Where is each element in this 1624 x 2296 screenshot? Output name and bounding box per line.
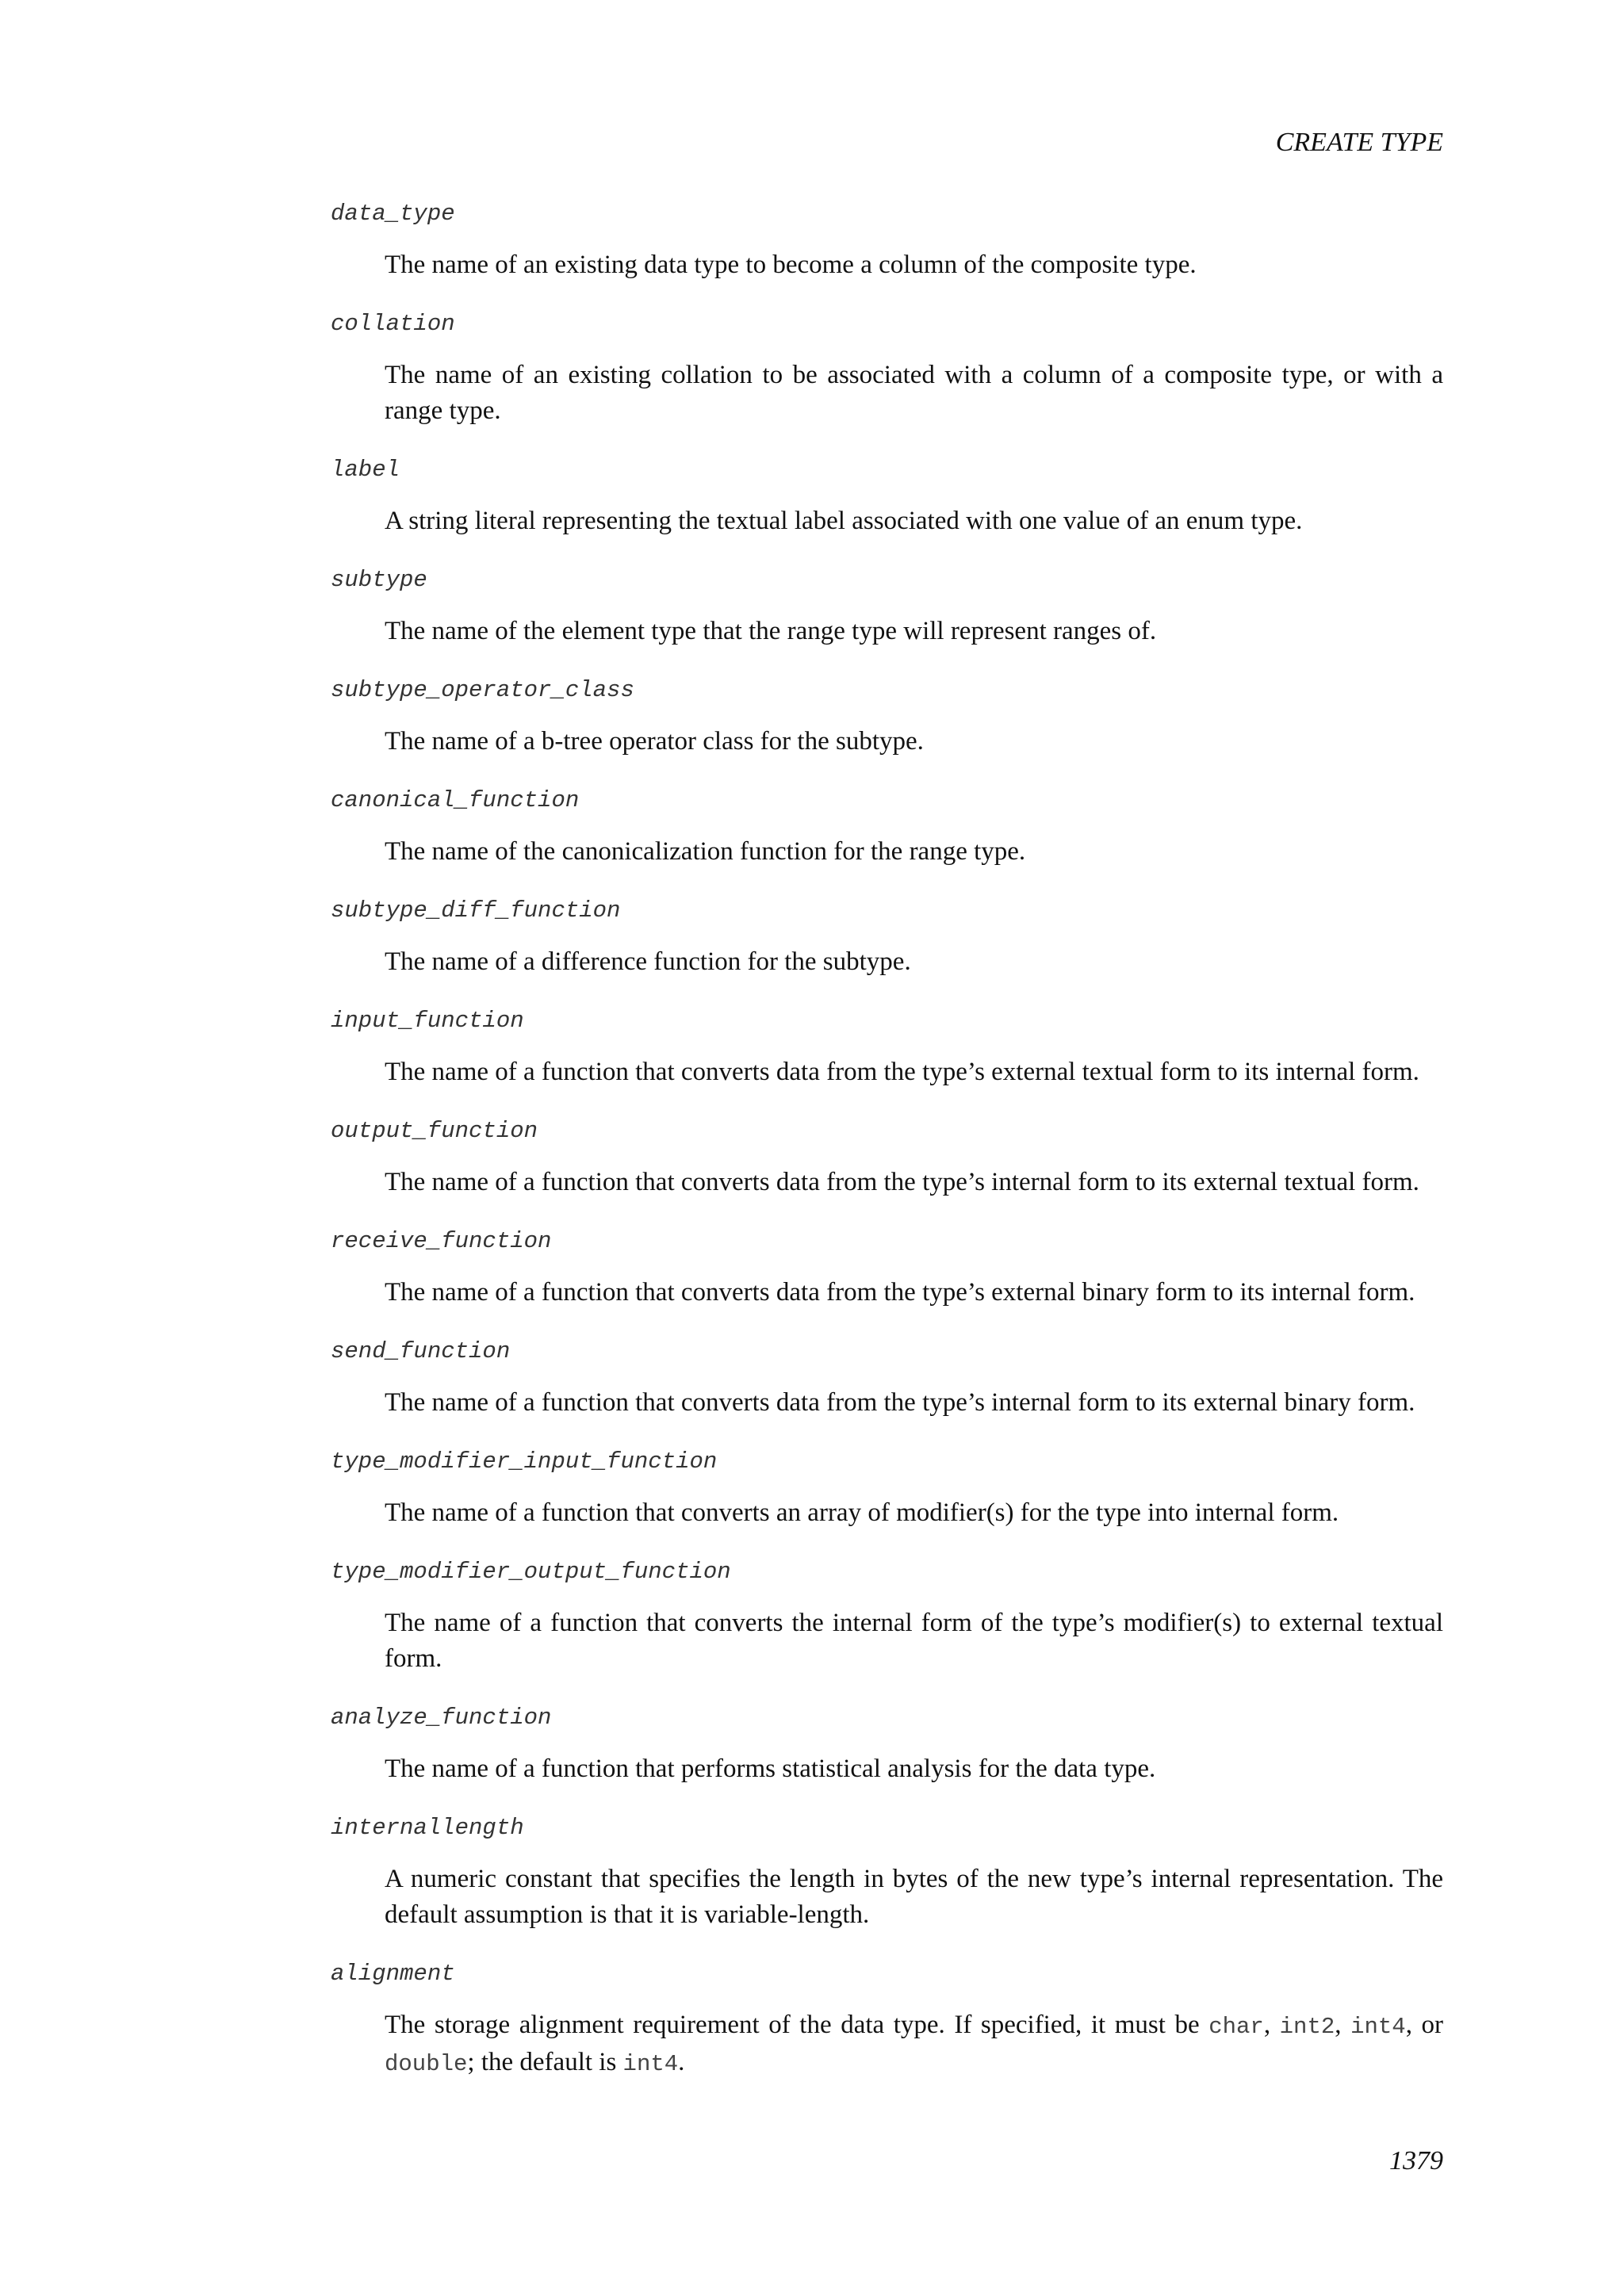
- description: The name of a function that converts data from the type’s internal form to its external textual form.: [385, 1168, 1419, 1196]
- term: internallength: [331, 1815, 524, 1841]
- term: alignment: [331, 1961, 455, 1987]
- term: subtype_diff_function: [331, 897, 621, 924]
- term: analyze_function: [331, 1705, 552, 1731]
- entry-collation: [331, 310, 1443, 429]
- description: The name of a function that converts data from the type’s internal form to its external binary form.: [385, 1388, 1415, 1417]
- description: The name of a difference function for the subtype.: [385, 947, 911, 976]
- separator: ,: [1263, 2011, 1280, 2039]
- code-literal: int4: [622, 2051, 679, 2077]
- description: The name of the element type that the range type will represent ranges of.: [385, 617, 1157, 645]
- term: data_type: [331, 201, 455, 227]
- entry-type-modifier-output-function: [331, 1558, 1443, 1677]
- entry-alignment: [331, 1960, 1443, 2082]
- description: The name of a function that performs statistical analysis for the data type.: [385, 1755, 1156, 1783]
- separator: ,: [1335, 2011, 1351, 2039]
- code-literal: int2: [1279, 2014, 1335, 2040]
- term: type_modifier_input_function: [331, 1448, 718, 1475]
- entry-output-function: [331, 1117, 1443, 1200]
- entry-analyze-function: [331, 1704, 1443, 1787]
- code-literal: double: [385, 2051, 468, 2077]
- code-literal: int4: [1350, 2014, 1406, 2040]
- entry-subtype-diff-function: [331, 897, 1443, 980]
- entry-send-function: [331, 1337, 1443, 1421]
- entry-data-type: [331, 200, 1443, 283]
- text: .: [678, 2048, 685, 2076]
- description: The name of a function that converts data from the type’s external binary form to its internal form.: [385, 1278, 1415, 1307]
- term: output_function: [331, 1118, 538, 1144]
- term: subtype: [331, 567, 427, 593]
- description: A string literal representing the textual label associated with one value of an enum type.: [385, 507, 1303, 535]
- entry-internallength: [331, 1814, 1443, 1933]
- description: A numeric constant that specifies the length in bytes of the new type’s internal representation. The default assumption is that it is variable-length.: [385, 1865, 1443, 1929]
- term: subtype_operator_class: [331, 677, 634, 703]
- term: label: [331, 457, 400, 483]
- description: The name of a function that converts an array of modifier(s) for the type into internal form.: [385, 1498, 1339, 1527]
- term: type_modifier_output_function: [331, 1559, 731, 1585]
- term: canonical_function: [331, 787, 580, 813]
- parameter-list: [331, 200, 1443, 2109]
- description: The name of the canonicalization function for the range type.: [385, 837, 1026, 866]
- description: The name of a function that converts the internal form of the type’s modifier(s) to external textual form.: [385, 1609, 1443, 1673]
- term: input_function: [331, 1008, 524, 1034]
- term: receive_function: [331, 1228, 552, 1254]
- description: [385, 2007, 1443, 2082]
- entry-subtype: [331, 566, 1443, 649]
- entry-input-function: [331, 1007, 1443, 1090]
- entry-label: [331, 456, 1443, 539]
- entry-receive-function: [331, 1227, 1443, 1311]
- entry-type-modifier-input-function: [331, 1448, 1443, 1531]
- text: The storage alignment requirement of the data type. If specified, it must be: [385, 2011, 1209, 2039]
- entry-subtype-operator-class: [331, 676, 1443, 760]
- description: The name of an existing data type to become a column of the composite type.: [385, 251, 1197, 279]
- term: send_function: [331, 1338, 511, 1364]
- description: The name of a function that converts data from the type’s external textual form to its internal form.: [385, 1058, 1419, 1086]
- separator: , or: [1405, 2011, 1444, 2039]
- description: The name of an existing collation to be associated with a column of a composite type, or with a range type.: [385, 361, 1443, 425]
- entry-canonical-function: [331, 786, 1443, 870]
- description: The name of a b-tree operator class for the subtype.: [385, 727, 924, 756]
- running-header: CREATE TYPE: [1275, 128, 1443, 157]
- page-number: 1379: [1389, 2146, 1443, 2175]
- code-literal: char: [1208, 2014, 1264, 2040]
- term: collation: [331, 311, 455, 337]
- text: ; the default is: [467, 2048, 623, 2076]
